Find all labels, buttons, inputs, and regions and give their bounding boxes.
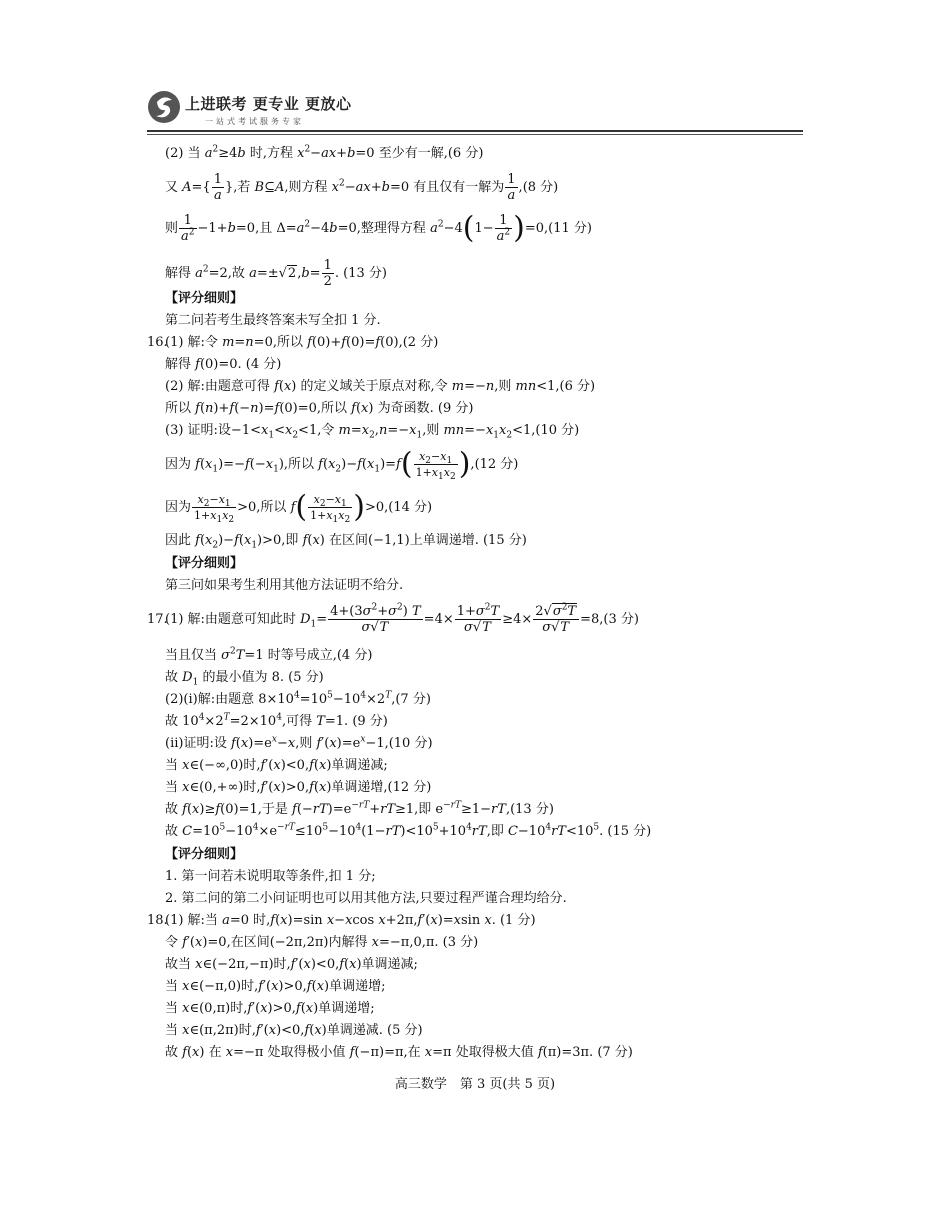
header-rule-thin (147, 134, 803, 135)
score-mark: (6 分) (447, 146, 484, 161)
score-mark: (14 分) (388, 500, 433, 515)
solution-line: (2)(ⅰ)解:由题意 $8\times 10^4=10^5-10^4\times 2^T,(7$ 分) (165, 690, 431, 707)
question-number: 17. (147, 612, 168, 627)
rubric-heading: 【评分细则】 (165, 291, 244, 306)
score-mark: (1 分) (499, 913, 536, 928)
question-number: 16. (147, 335, 168, 350)
brand-slogan: 上进联考 更专业 更放心 (185, 95, 352, 113)
score-mark: (2 分) (402, 335, 439, 350)
solution-line: 则 $\frac{1}{a^2}$ −1+b=0,且 $\Delta=a^2-4b=0$,整理得方程 $a^2-4(1-$ $\frac{1}{a^2}$ )=0,(11 分) (165, 210, 592, 246)
solution-line: (2) 当 $a^2\ge 4b$ 时,方程 $x^2-ax+b=0$ 至少有一解,(6 分) (165, 144, 484, 161)
solution-line: 又 A={ $\frac{1}{a}$ },若 B⊆A,则方程 $x^2-ax+b=0$ 有且仅有一解为 $\frac{1}{a}$ ,(8 分) (165, 172, 559, 203)
score-mark: (3 分) (603, 612, 639, 627)
solution-line: 解得 f(0)=0. (4 分) (165, 357, 282, 372)
solution-line: 故 f(x) 在 x=−π 处取得极小值 f(−π)=π,在 x=π 处取得极大值 f(π)=3π. (7 分) (165, 1045, 633, 1060)
solution-line: (2) 解:由题意可得 f(x) 的定义域关于原点对称,令 m=−n,则 mn<1,(6 分) (165, 379, 596, 394)
header-rule (147, 130, 803, 132)
score-mark: (5 分) (288, 670, 324, 685)
score-mark: (9 分) (352, 714, 388, 729)
score-mark: (13 分) (510, 802, 554, 817)
score-mark: (15 分) (482, 533, 527, 548)
score-mark: (7 分) (597, 1045, 633, 1060)
solution-line: (ⅱ)证明:设 $f(x)=e^x-x$,则 $f'(x)=e^x-1,(10$ 分) (165, 734, 433, 751)
solution-line: 当 x∈(−π,0)时,f′(x)>0,f(x)单调递增; (165, 979, 386, 994)
solution-line: 所以 f(n)+f(−n)=f(0)=0,所以 f(x) 为奇函数. (9 分) (165, 401, 474, 416)
score-mark: (13 分) (343, 266, 387, 281)
solution-line: 解得 $a^2=2$,故 a=±√2,b= $\frac{1}{2}$ . (13 分) (165, 258, 387, 289)
score-mark: (6 分) (559, 379, 596, 394)
score-mark: (15 分) (607, 824, 652, 839)
score-mark: (10 分) (388, 736, 433, 751)
solution-line: (3) 证明:设$-1<x_1<x_2<1$,令 $m=x_2,n=-x_1$,则 $mn=-x_1x_2<1,(10$ 分) (165, 423, 580, 441)
score-mark: (8 分) (522, 180, 559, 195)
rubric-line: 1. 第一问若未说明取等条件,扣 1 分; (165, 869, 376, 884)
score-mark: (12 分) (387, 780, 432, 795)
solution-line: 故 f(x)≥f(0)=1,于是 $f(-rT)=e^{-rT}+rT\ge 1$,即 $e^{-rT}\ge 1-rT,(13$ 分) (165, 800, 554, 817)
question-number: 18. (147, 913, 168, 928)
score-mark: (4 分) (245, 357, 282, 372)
solution-line: 故 $C=10^5-10^4\times e^{-rT}\le 10^5-10^4(1-rT)<10^5+10^4rT$,即 $C-10^4rT<10^5$. (15 分) (165, 822, 652, 839)
rubric-line: 2. 第二问的第二小问证明也可以用其他方法,只要过程严谨合理均给分. (165, 891, 567, 906)
solution-line: 当 x∈(0,π)时,f′(x)>0,f(x)单调递增; (165, 1001, 375, 1016)
solution-line: 故 $D_1$ 的最小值为 8. (5 分) (165, 670, 324, 688)
score-mark: (5 分) (387, 1023, 423, 1038)
score-mark: (12 分) (474, 457, 519, 472)
rubric-heading: 【评分细则】 (165, 556, 244, 571)
brand-subtitle: 一站式考试服务专家 (205, 117, 304, 126)
solution-line: 故 $10^4\times 2^T=2\times 10^4$,可得 T=1. (9 分) (165, 712, 388, 729)
solution-line: (1) 解:由题意可知此时 $D_1=$ $\frac{4+(3\sigma^2+\sigma^2) T}{\sigma√T}$ =4× $\frac{1+\sigma^2T}{\sigma√T}$ ≥4× $\frac{2√\sigma^2T}{\sigma√T}$ =8,(3 分) (165, 602, 639, 635)
brand-logo-icon (147, 90, 181, 124)
score-mark: (7 分) (395, 692, 431, 707)
solution-line: 因此 $f(x_2)-f(x_1)>0$,即 f(x) 在区间(−1,1)上单调递增. (15 分) (165, 533, 527, 551)
solution-line: 当 x∈(π,2π)时,f′(x)<0,f(x)单调递减. (5 分) (165, 1023, 423, 1038)
rubric-heading: 【评分细则】 (165, 847, 244, 862)
solution-line: 因为 $f(x_1)=-f(-x_1)$,所以 $f(x_2)-f(x_1)=f$( $\frac{x_2-x_1}{1+x_1x_2}$ ),(12 分) (165, 446, 519, 483)
solution-line: (1) 解:当 a=0 时,f(x)=sin x−xcos x+2π,f′(x)=xsin x. (1 分) (165, 913, 536, 928)
score-mark: (3 分) (442, 935, 479, 950)
rubric-line: 第二问若考生最终答案未写全扣 1 分. (165, 313, 381, 328)
score-mark: (11 分) (548, 221, 592, 236)
solution-line: 因为 $\frac{x_2-x_1}{1+x_1x_2}$ >0,所以 f( $\frac{x_2-x_1}{1+x_1x_2}$ )>0,(14 分) (165, 489, 433, 526)
page-footer: 高三数学 第 3 页(共 5 页) (394, 1077, 556, 1092)
solution-line: 故当 x∈(−2π,−π)时,f′(x)<0,f(x)单调递减; (165, 957, 418, 972)
solution-line: 当 x∈(−∞,0)时,f′(x)<0,f(x)单调递减; (165, 758, 388, 773)
solution-line: (1) 解:令 m=n=0,所以 f(0)+f(0)=f(0),(2 分) (165, 335, 439, 350)
score-mark: (9 分) (437, 401, 474, 416)
rubric-line: 第三问如果考生利用其他方法证明不给分. (165, 578, 404, 593)
solution-line: 当且仅当 $\sigma^2T=1$ 时等号成立,(4 分) (165, 646, 373, 663)
solution-line: 令 f′(x)=0,在区间(−2π,2π)内解得 x=−π,0,π. (3 分) (165, 935, 479, 950)
score-mark: (10 分) (535, 423, 580, 438)
solution-line: 当 x∈(0,+∞)时,f′(x)>0,f(x)单调递增,(12 分) (165, 780, 432, 795)
score-mark: (4 分) (336, 648, 373, 663)
